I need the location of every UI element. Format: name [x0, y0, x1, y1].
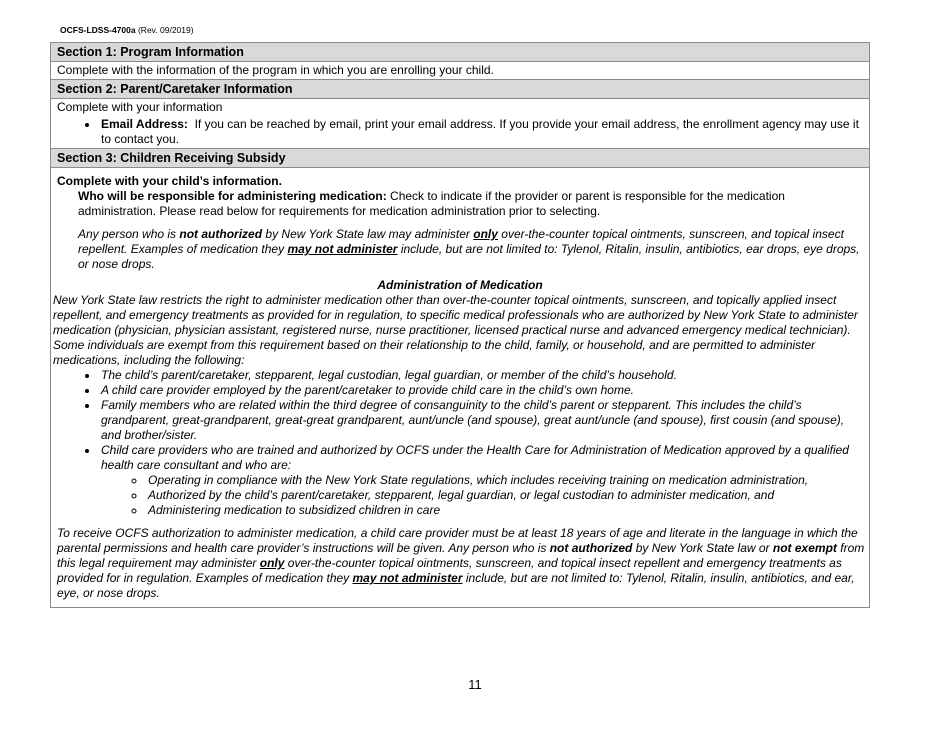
section1-title: Section 1: Program Information [51, 43, 869, 62]
section2-body [51, 99, 869, 149]
section3-title: Section 3: Children Receiving Subsidy [51, 149, 869, 168]
form-frame [50, 42, 870, 608]
para1-bold-only: only [473, 227, 498, 241]
para2-text-i: include, but are not limited to: Tylenol, Ritalin, insulin, antibiotics, and ear, eye, or nose drops. [57, 571, 855, 600]
exempt-item: • A child care provider employed by the parent/caretaker to provide child care in the child’s own home. [99, 383, 863, 398]
section3-body [51, 168, 869, 607]
para2-bold-may-not-administer: may not administer [352, 571, 463, 585]
section3-intro: Complete with your child’s information. [57, 174, 282, 188]
para1-bold-not-authorized: not authorized [179, 227, 263, 241]
administration-text: New York State law restricts the right to administer medication other than over-the-counter topical ointments, sunscreen, and topically applied insect repellent, and emergency treatments as provided for in regulation, to specific medical professionals who are authorized by New York State to administer medication (physician, physician assistant, registered nurse, nurse practitioner, licensed practical nurse and advanced emergency medical technician). Some individuals are exempt from this requirement based on their relationship to the child, family, or household, and are permitted to administer medications, including the following: [53, 293, 858, 367]
para2-text-e: from this legal requirement may administer [57, 541, 865, 570]
form-code: OCFS-LDSS-4700a [60, 25, 136, 35]
exempt-list [57, 368, 863, 518]
para1-text-a: Any person who is [78, 227, 180, 241]
para2-bold-not-exempt: not exempt [772, 541, 837, 555]
exempt-item: • The child’s parent/caretaker, stepparent, legal custodian, legal guardian, or member of the child’s household. [99, 368, 863, 383]
exempt-item-text: Child care providers who are trained and authorized by OCFS under the Health Care for Administration of Medication approved by a qualified health care consultant and who are: [101, 443, 849, 472]
para2-text-c: by New York State law or [632, 541, 773, 555]
section2-title: Section 2: Parent/Caretaker Information [51, 80, 869, 99]
condition-item: ◦ Operating in compliance with the New York State regulations, which includes receiving training on medication administration, [146, 473, 863, 488]
section2-list [57, 117, 863, 147]
condition-item: ◦ Authorized by the child’s parent/caretaker, stepparent, legal guardian, or legal custodian to administer medication, and [146, 488, 863, 503]
para1-text-c: by New York State law may administer [262, 227, 474, 241]
para2-bold-only: only [259, 556, 285, 570]
form-code-header [60, 25, 194, 35]
medication-label: Who will be responsible for administering medication: [78, 189, 387, 203]
medication-responsibility [57, 189, 863, 219]
page-number: 11 [468, 677, 482, 692]
provider-conditions-list [101, 473, 863, 518]
non-authorized-paragraph [57, 227, 863, 272]
section1-text: Complete with the information of the program in which you are enrolling your child. [51, 62, 869, 80]
exempt-item [99, 443, 863, 518]
medication-text: Check to indicate if the provider or parent is responsible for the medication administration. Please read below for requirements for medication administration prior to selecting. [78, 189, 785, 218]
section2-intro: Complete with your information [57, 100, 223, 114]
para2-text-a: To receive OCFS authorization to administer medication, a child care provider must be at least 18 years of age and literate in the language in which the parental permissions and health care provider’s instructions will be given. Any person who is [57, 526, 858, 555]
email-text: If you can be reached by email, print your email address. If you provide your email address, the enrollment agency may use it to contact you. [101, 117, 859, 146]
administration-title: Administration of Medication [377, 278, 543, 292]
ocfs-authorization-paragraph [57, 526, 867, 601]
email-label: Email Address: [101, 117, 188, 131]
condition-item: ◦ Administering medication to subsidized children in care [146, 503, 863, 518]
para2-text-g: over-the-counter topical ointments, sunscreen, and topical insect repellent and emergency treatments as provided for in regulation. Examples of medication they [57, 556, 842, 585]
para1-bold-may-not-administer: may not administer [287, 242, 398, 256]
email-item [99, 117, 863, 147]
exempt-item: • Family members who are related within the third degree of consanguinity to the child’s parent or stepparent. This includes the child’s grandparent, great-grandparent, great-great grandparent, aunt/uncle (and spouse), great aunt/uncle (and spouse), first cousin (and spouse), and brother/sister. [99, 398, 863, 443]
para2-bold-not-authorized: not authorized [549, 541, 633, 555]
form-revision: (Rev. 09/2019) [137, 25, 194, 35]
para1-text-g: include, but are not limited to: Tylenol, Ritalin, insulin, antibiotics, ear drops, eye drops, or nose drops. [78, 242, 860, 271]
para1-text-e: over-the-counter topical ointments, sunscreen, and topical insect repellent. Examples of medication they [78, 227, 844, 256]
